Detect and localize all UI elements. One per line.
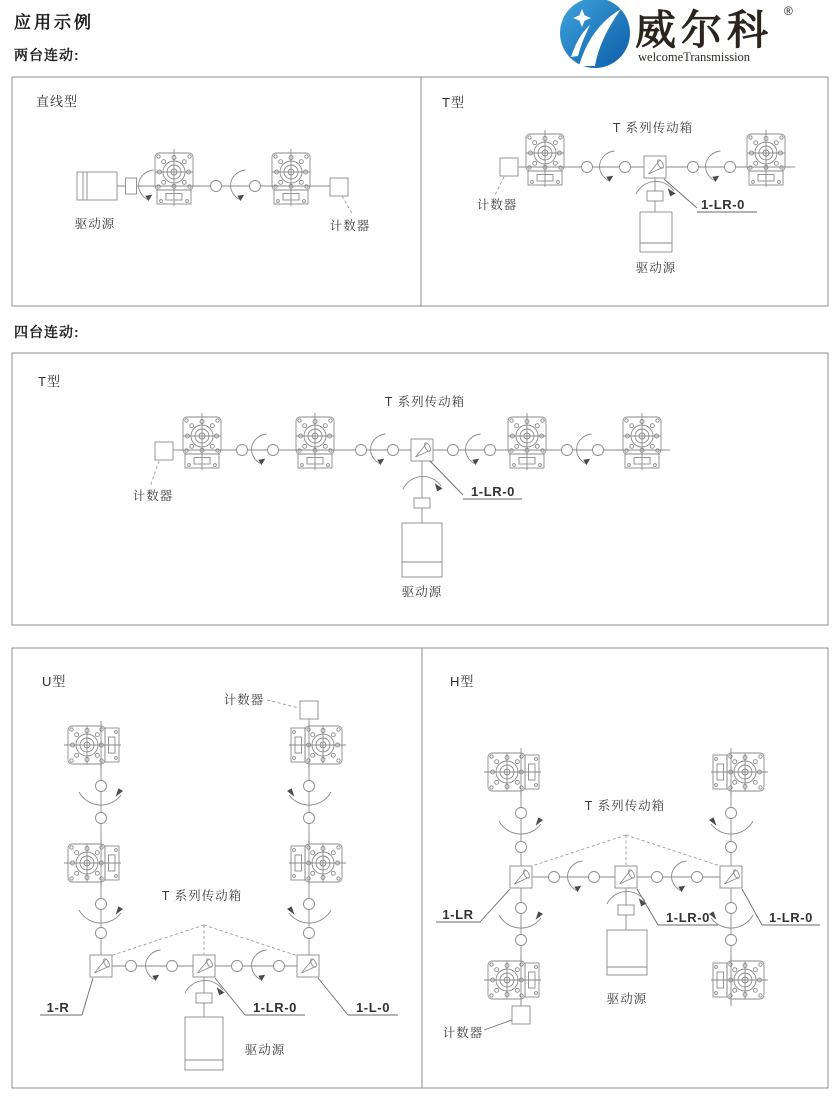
section-heading-two-linked: 两台连动: <box>14 47 80 63</box>
t-gearbox-icon <box>193 955 215 977</box>
drive-motor-icon <box>640 212 672 252</box>
shaft-coupling-icon <box>274 961 285 972</box>
gearbox-icon <box>289 839 346 887</box>
model-code-label: 1-LR-0 <box>700 197 746 212</box>
shaft-coupling-icon <box>211 181 222 192</box>
shaft-coupling-icon <box>688 162 699 173</box>
gearbox-icon <box>178 413 226 470</box>
dashed-leader <box>495 177 504 195</box>
rotation-arrow-icon <box>465 434 480 465</box>
shaft-coupling-icon <box>448 445 459 456</box>
dashed-pointer-lines <box>110 925 298 956</box>
shaft-coupling-icon <box>268 445 279 456</box>
series-gearbox-label: T 系列传动箱 <box>584 799 666 813</box>
section-heading-four-linked: 四台连动: <box>14 324 80 340</box>
model-code-label: 1-LR-0 <box>768 910 814 925</box>
t-gearbox-icon <box>615 866 637 888</box>
counter-label: 计数器 <box>223 693 265 707</box>
counter-label: 计数器 <box>476 198 518 212</box>
rotation-arrow-icon <box>403 476 443 491</box>
t-gearbox-icon <box>90 955 112 977</box>
shaft-coupling-icon <box>582 162 593 173</box>
drive-motor-icon <box>607 930 647 975</box>
dashed-leader <box>342 196 353 215</box>
panel-type-label: T型 <box>38 374 61 389</box>
registered-mark: ® <box>784 4 793 18</box>
gearbox-icon <box>289 721 346 769</box>
shaft-coupling-icon <box>549 872 560 883</box>
drive-source-label: 驱动源 <box>635 261 677 275</box>
gearbox-icon <box>64 839 121 887</box>
gearbox-icon <box>291 413 339 470</box>
counter-label: 计数器 <box>442 1026 484 1040</box>
leader-line <box>82 978 93 1015</box>
t-gearbox-icon <box>297 955 319 977</box>
u-type-diagram <box>40 674 398 1070</box>
gearbox-icon <box>521 130 569 187</box>
rotation-arrow-icon <box>251 434 266 465</box>
brand-name: 威尔科 <box>635 7 773 53</box>
gearbox-icon <box>484 748 541 796</box>
t-gearbox-icon <box>411 439 433 461</box>
linear-type-diagram <box>36 94 370 233</box>
drive-source-label: 驱动源 <box>244 1043 286 1057</box>
dashed-leader <box>267 700 299 708</box>
coupling-icon <box>414 498 430 508</box>
panel-type-label: 直线型 <box>36 94 79 109</box>
coupling-icon <box>618 905 634 915</box>
rotation-arrow-icon <box>705 151 720 182</box>
leader-line <box>215 978 245 1015</box>
model-code-label: 1-LR-0 <box>252 1000 298 1015</box>
t-gearbox-icon <box>510 866 532 888</box>
shaft-coupling-icon <box>620 162 631 173</box>
page-title: 应用示例 <box>14 13 94 32</box>
brand-subtitle: welcomeTransmission <box>638 50 751 64</box>
counter-label: 计数器 <box>132 489 174 503</box>
shaft-coupling-icon <box>304 899 315 910</box>
t-gearbox-icon <box>644 156 666 178</box>
rotation-arrow-icon <box>567 861 582 892</box>
gearbox-icon <box>150 149 198 206</box>
gearbox-icon <box>711 748 768 796</box>
series-gearbox-label: T 系列传动箱 <box>161 889 243 903</box>
counter-icon <box>500 158 518 176</box>
shaft-coupling-icon <box>356 445 367 456</box>
counter-icon <box>330 178 348 196</box>
shaft-coupling-icon <box>96 928 107 939</box>
counter-icon <box>512 1006 530 1024</box>
rotation-arrow-icon <box>671 861 686 892</box>
leader-line <box>480 889 510 922</box>
gearbox-icon <box>267 149 315 206</box>
shaft-coupling-icon <box>237 445 248 456</box>
rotation-arrow-icon <box>370 434 385 465</box>
counter-icon <box>155 442 173 460</box>
model-code-label: 1-L-0 <box>355 1000 391 1015</box>
gearbox-icon <box>64 721 121 769</box>
panel-u-h <box>12 648 828 1088</box>
rotation-arrow-icon <box>607 891 647 906</box>
model-code-label: 1-R <box>46 1000 70 1015</box>
shaft-coupling-icon <box>726 903 737 914</box>
rotation-arrow-icon <box>599 151 614 182</box>
shaft-coupling-icon <box>516 808 527 819</box>
shaft-coupling-icon <box>562 445 573 456</box>
shaft-coupling-icon <box>96 781 107 792</box>
coupling-icon <box>126 178 137 194</box>
panel-type-label: T型 <box>442 95 465 110</box>
shaft-coupling-icon <box>516 903 527 914</box>
drive-source-label: 驱动源 <box>401 585 443 599</box>
t-gearbox-icon <box>720 866 742 888</box>
series-gearbox-label: T 系列传动箱 <box>612 121 694 135</box>
drive-motor-icon <box>77 172 117 200</box>
shaft-coupling-icon <box>388 445 399 456</box>
shaft-coupling-icon <box>692 872 703 883</box>
shaft-coupling-icon <box>96 813 107 824</box>
dashed-pointer-lines <box>532 835 720 866</box>
model-code-label: 1-LR <box>442 907 474 922</box>
shaft-coupling-icon <box>250 181 261 192</box>
drive-source-label: 驱动源 <box>74 217 116 231</box>
counter-icon <box>300 701 318 719</box>
gearbox-icon <box>503 413 551 470</box>
t-type-four-diagram <box>38 374 670 599</box>
shaft-coupling-icon <box>516 935 527 946</box>
panel-type-label: H型 <box>450 674 475 689</box>
leader-line <box>637 889 658 925</box>
shaft-coupling-icon <box>304 781 315 792</box>
leader-line <box>484 1020 512 1030</box>
t-type-two-diagram <box>442 95 795 275</box>
leader-line <box>318 978 348 1015</box>
rotation-arrow-icon <box>138 170 153 201</box>
shaft-coupling-icon <box>589 872 600 883</box>
h-type-diagram <box>436 674 820 1040</box>
shaft-coupling-icon <box>726 842 737 853</box>
coupling-icon <box>196 993 212 1003</box>
shaft-coupling-icon <box>726 808 737 819</box>
drive-source-label: 驱动源 <box>606 992 648 1006</box>
gearbox-icon <box>742 130 790 187</box>
shaft-coupling-icon <box>652 872 663 883</box>
shaft-coupling-icon <box>593 445 604 456</box>
rotation-arrow-icon <box>230 170 245 201</box>
shaft-coupling-icon <box>485 445 496 456</box>
drive-motor-icon <box>185 1017 223 1070</box>
panel-type-label: U型 <box>42 674 67 689</box>
rotation-arrow-icon <box>251 950 266 981</box>
leader-line <box>742 889 762 925</box>
rotation-arrow-icon <box>576 434 591 465</box>
shaft-coupling-icon <box>516 842 527 853</box>
shaft-coupling-icon <box>167 961 178 972</box>
shaft-coupling-icon <box>725 162 736 173</box>
leader-line <box>664 179 697 208</box>
counter-label: 计数器 <box>329 219 371 233</box>
gearbox-icon <box>618 413 666 470</box>
coupling-icon <box>647 191 663 201</box>
shaft-coupling-icon <box>126 961 137 972</box>
rotation-arrow-icon <box>145 950 160 981</box>
drive-motor-icon <box>402 523 442 577</box>
gearbox-icon <box>484 956 541 1004</box>
dashed-leader <box>150 461 159 487</box>
shaft-coupling-icon <box>304 928 315 939</box>
model-code-label: 1-LR-0 <box>470 484 516 499</box>
series-gearbox-label: T 系列传动箱 <box>384 395 466 409</box>
shaft-coupling-icon <box>726 935 737 946</box>
shaft-coupling-icon <box>304 813 315 824</box>
shaft-coupling-icon <box>96 899 107 910</box>
model-code-label: 1-LR-0 <box>665 910 711 925</box>
shaft-coupling-icon <box>232 961 243 972</box>
gearbox-icon <box>711 956 768 1004</box>
leader-line <box>430 461 463 495</box>
model-callout <box>40 978 398 1015</box>
